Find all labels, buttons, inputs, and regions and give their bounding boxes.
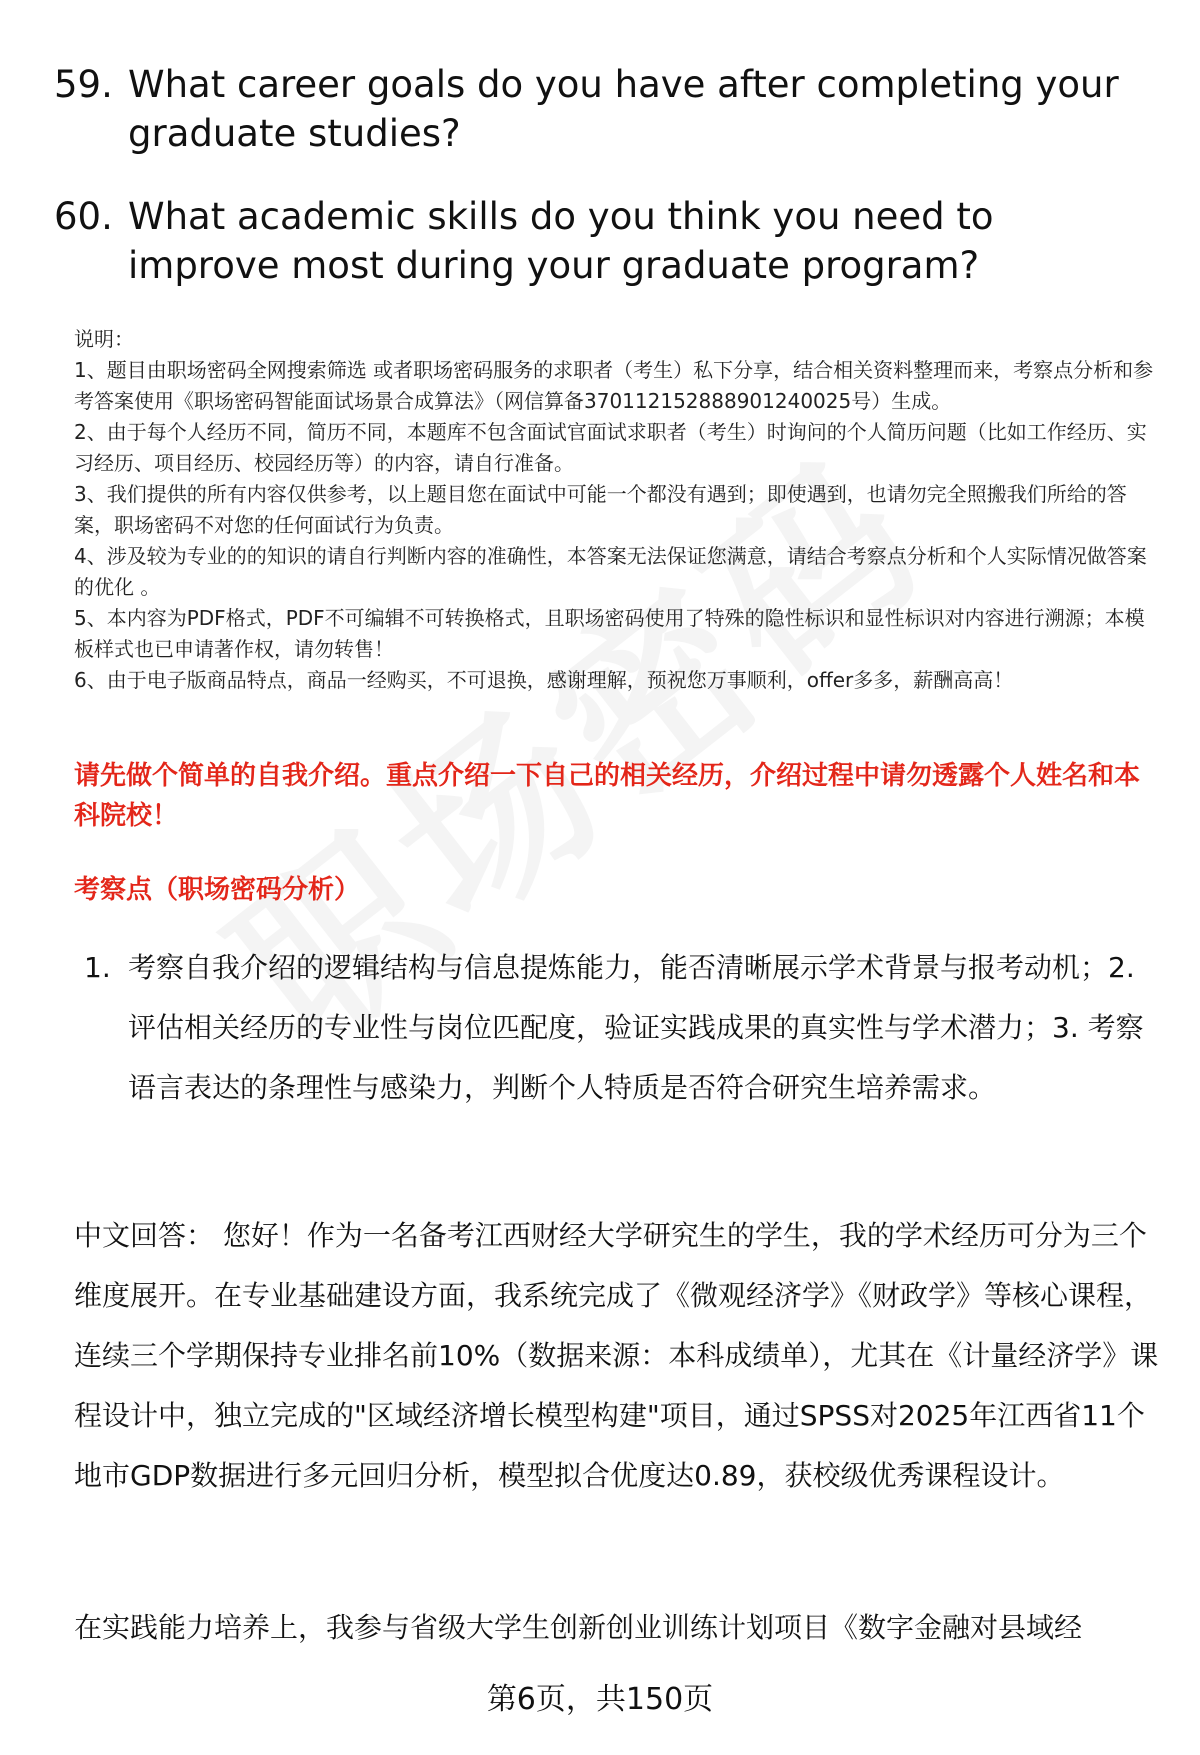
assessment-point [84,938,1156,1118]
question-item [54,60,1154,158]
answer-paragraph-2: 在实践能力培养上，我参与省级大学生创新创业训练计划项目《数字金融对县域经 [74,1611,1083,1644]
note-item: 6、由于电子版商品特点，商品一经购买，不可退换，感谢理解，预祝您万事顺利，offer多多，薪酬高高！ [74,668,1014,692]
notes-title: 说明： [74,327,134,351]
note-item: 1、题目由职场密码全网搜索筛选 或者职场密码服务的求职者（考生）私下分享，结合相关资料整理而来，考察点分析和参考答案使用《职场密码智能面试场景合成算法》（网信算备370112152888901240025号）生成。 [74,358,1154,413]
assessment-title: 考察点（职场密码分析） [74,875,361,905]
question-list [54,60,1154,324]
note-item: 4、涉及较为专业的的知识的请自行判断内容的准确性，本答案无法保证您满意，请结合考察点分析和个人实际情况做答案的优化 。 [74,544,1147,599]
page-number-footer: 第6页，共150页 [486,1682,714,1717]
disclaimer-notes [74,324,1164,696]
question-number: 59. [54,63,113,106]
assessment-text: 考察自我介绍的逻辑结构与信息提炼能力，能否清晰展示学术背景与报考动机；2. 评估相关经历的专业性与岗位匹配度，验证实践成果的真实性与学术潜力；3. 考察语言表达的条理性与感染力，判断个人特质是否符合研究生培养需求。 [128,951,1144,1104]
question-text: What academic skills do you think you need to improve most during your graduate program? [128,195,994,287]
question-number: 60. [54,195,113,238]
note-item: 2、由于每个人经历不同，简历不同，本题库不包含面试官面试求职者（考生）时询问的个人简历问题（比如工作经历、实习经历、项目经历、校园经历等）的内容，请自行准备。 [74,420,1147,475]
note-item: 3、我们提供的所有内容仅供参考，以上题目您在面试中可能一个都没有遇到；即使遇到，也请勿完全照搬我们所给的答案，职场密码不对您的任何面试行为负责。 [74,482,1127,537]
question-item [54,192,1154,290]
assessment-number: 1. [84,951,111,984]
note-item: 5、本内容为PDF格式，PDF不可编辑不可转换格式，且职场密码使用了特殊的隐性标识和显性标识对内容进行溯源；本模板样式也已申请著作权，请勿转售！ [74,606,1145,661]
interview-question-heading: 请先做个简单的自我介绍。重点介绍一下自己的相关经历，介绍过程中请勿透露个人姓名和本科院校！ [74,761,1141,831]
answer-paragraph-1: 中文回答： 您好！作为一名备考江西财经大学研究生的学生，我的学术经历可分为三个维度展开。在专业基础建设方面，我系统完成了《微观经济学》《财政学》等核心课程，连续三个学期保持专业排名前10%（数据来源：本科成绩单），尤其在《计量经济学》课程设计中，独立完成的"区域经济增长模型构建"项目，通过SPSS对2025年江西省11个地市GDP数据进行多元回归分析，模型拟合优度达0.89，获校级优秀课程设计。 [74,1219,1159,1492]
question-text: What career goals do you have after completing your graduate studies? [128,63,1119,155]
